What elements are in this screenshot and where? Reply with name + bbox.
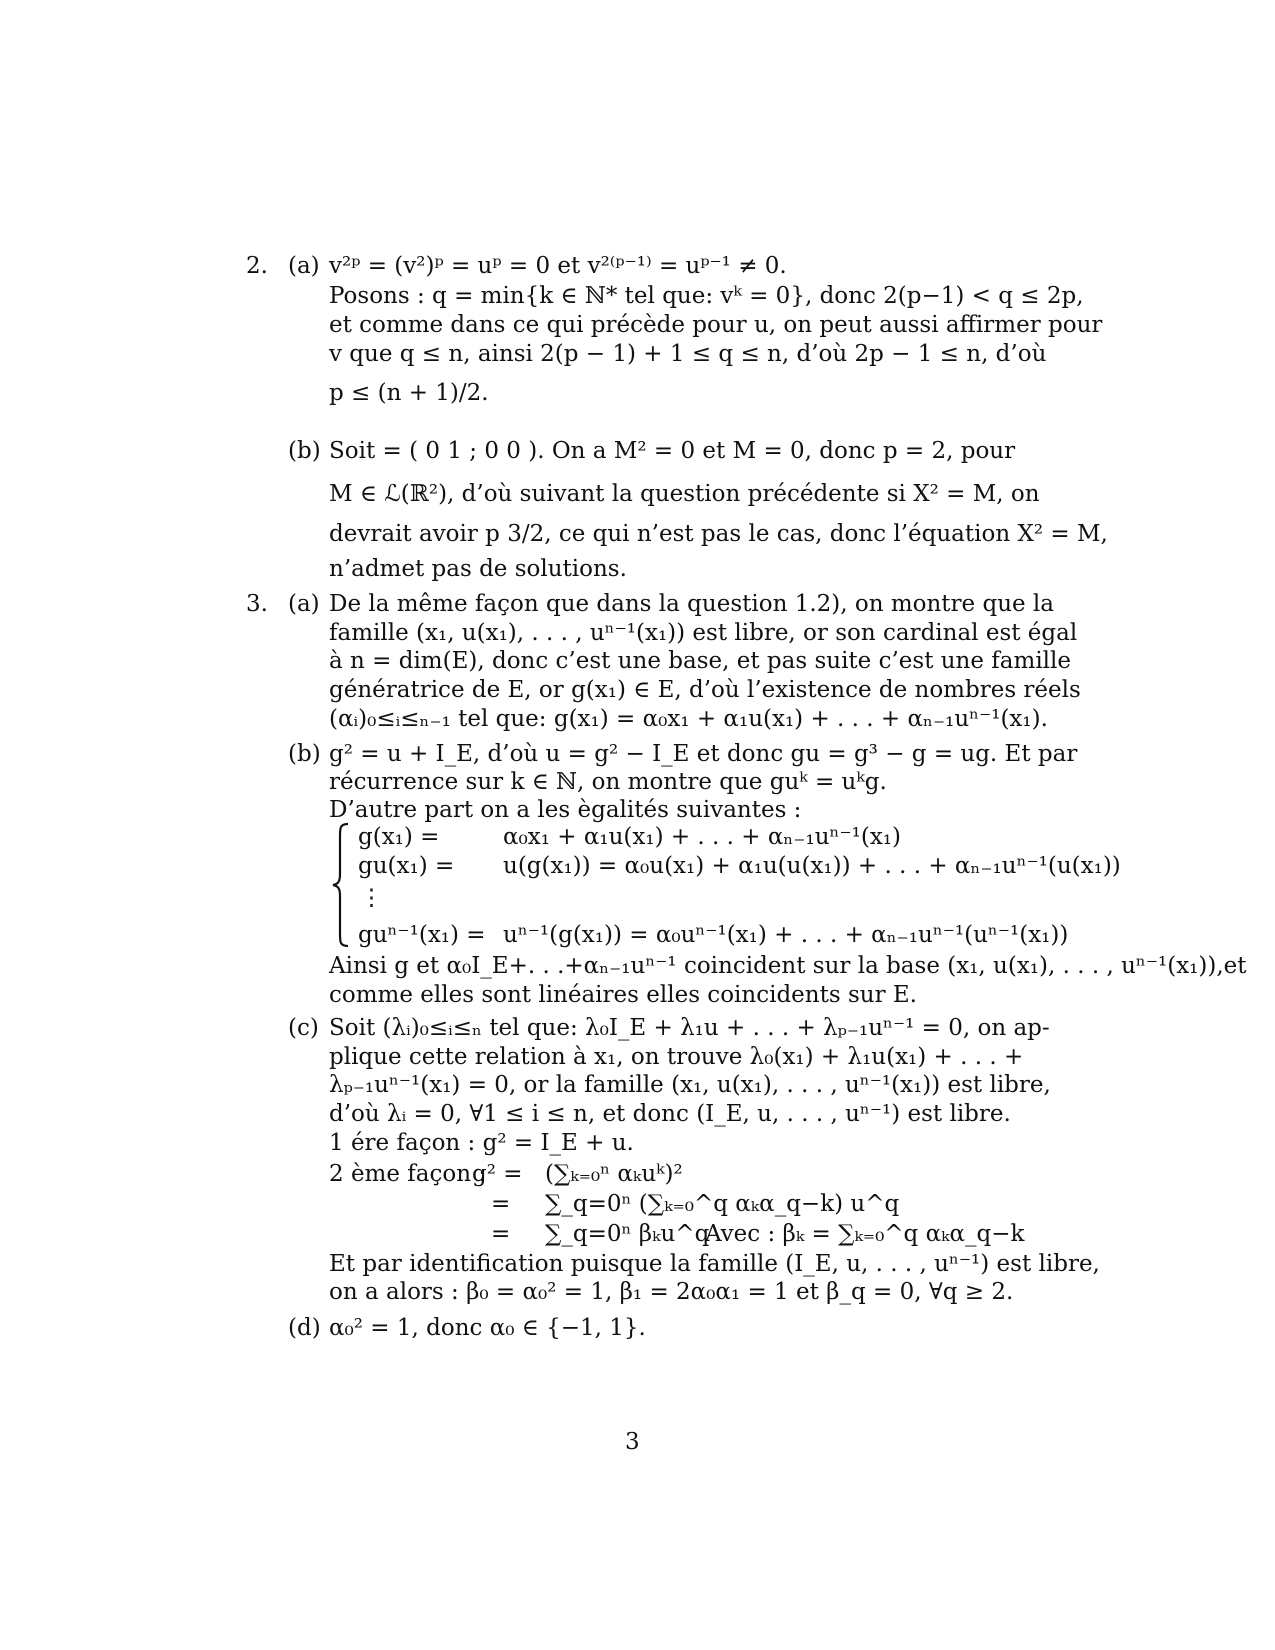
system-rhs: uⁿ⁻¹(g(x₁)) = α₀uⁿ⁻¹(x₁) + . . . + αₙ₋₁uⁿ⁻¹(uⁿ⁻¹(x₁)) [503, 922, 1069, 948]
system-vdots: ⋮ [360, 885, 383, 911]
text-line: plique cette relation à x₁, on trouve λ₀(x₁) + λ₁u(x₁) + . . . + [329, 1044, 1024, 1070]
text-line: devrait avoir p 3/2, ce qui n’est pas le cas, donc l’équation X² = M, [329, 521, 1108, 547]
text-line: v²ᵖ = (v²)ᵖ = uᵖ = 0 et v²⁽ᵖ⁻¹⁾ = uᵖ⁻¹ ≠ 0. [329, 253, 787, 279]
text-line: α₀² = 1, donc α₀ ∈ {−1, 1}. [329, 1315, 646, 1341]
item-number: 2. [246, 253, 268, 279]
text-line: λₚ₋₁uⁿ⁻¹(x₁) = 0, or la famille (x₁, u(x₁), . . . , uⁿ⁻¹(x₁)) est libre, [329, 1072, 1051, 1098]
align-note: Avec : βₖ = ∑ₖ₌₀^q αₖα_q−k [705, 1221, 1025, 1247]
part-label: (b) [288, 438, 321, 464]
part-label: (b) [288, 741, 321, 767]
part-label: (d) [288, 1315, 321, 1341]
align-rhs: (∑ₖ₌₀ⁿ αₖuᵏ)² [545, 1161, 683, 1187]
system-lhs: guⁿ⁻¹(x₁) = [358, 922, 486, 948]
left-brace [330, 822, 352, 948]
part-label: (c) [288, 1015, 319, 1041]
part-label: (a) [288, 253, 320, 279]
text-line: d’où λᵢ = 0, ∀1 ≤ i ≤ n, et donc (I_E, u, . . . , uⁿ⁻¹) est libre. [329, 1101, 1011, 1127]
item-number: 3. [246, 591, 268, 617]
text-line: (αᵢ)₀≤ᵢ≤ₙ₋₁ tel que: g(x₁) = α₀x₁ + α₁u(x₁) + . . . + αₙ₋₁uⁿ⁻¹(x₁). [329, 706, 1048, 732]
align-lhs: = [491, 1191, 511, 1217]
text-line: famille (x₁, u(x₁), . . . , uⁿ⁻¹(x₁)) est libre, or son cardinal est égal [329, 620, 1078, 646]
system-lhs: g(x₁) = [358, 824, 440, 850]
part-label: (a) [288, 591, 320, 617]
align-rhs: ∑_q=0ⁿ βₖu^q [545, 1221, 710, 1247]
text-line: Posons : q = min{k ∈ ℕ* tel que: vᵏ = 0}, donc 2(p−1) < q ≤ 2p, [329, 283, 1084, 309]
text-line: Soit (λᵢ)₀≤ᵢ≤ₙ tel que: λ₀I_E + λ₁u + . . . + λₚ₋₁uⁿ⁻¹ = 0, on ap- [329, 1015, 1050, 1041]
text-line: récurrence sur k ∈ ℕ, on montre que guᵏ = uᵏg. [329, 769, 887, 795]
text-line: à n = dim(E), donc c’est une base, et pas suite c’est une famille [329, 648, 1072, 674]
text-line: M ∈ ℒ(ℝ²), d’où suivant la question précédente si X² = M, on [329, 481, 1040, 507]
text-line: De la même façon que dans la question 1.2), on montre que la [329, 591, 1054, 617]
text-line: comme elles sont linéaires elles coincidents sur E. [329, 982, 917, 1008]
text-line: génératrice de E, or g(x₁) ∈ E, d’où l’existence de nombres réels [329, 677, 1081, 703]
text-line: Ainsi g et α₀I_E+. . .+αₙ₋₁uⁿ⁻¹ coincident sur la base (x₁, u(x₁), . . . , uⁿ⁻¹(x₁)),et [329, 953, 1247, 979]
align-lhs: g² = [472, 1161, 523, 1187]
text-line: D’autre part on a les ègalités suivantes : [329, 797, 802, 823]
text-line: et comme dans ce qui précède pour u, on peut aussi affirmer pour [329, 312, 1103, 338]
align-lhs: = [491, 1221, 511, 1247]
text-line: 1 ére façon : g² = I_E + u. [329, 1130, 634, 1156]
text-line: Et par identification puisque la famille (I_E, u, . . . , uⁿ⁻¹) est libre, [329, 1251, 1100, 1277]
text-line: on a alors : β₀ = α₀² = 1, β₁ = 2α₀α₁ = 1 et β_q = 0, ∀q ≥ 2. [329, 1279, 1014, 1305]
text-line: g² = u + I_E, d’où u = g² − I_E et donc gu = g³ − g = ug. Et par [329, 741, 1078, 767]
text-line: p ≤ (n + 1)/2. [329, 380, 489, 406]
text-line: v que q ≤ n, ainsi 2(p − 1) + 1 ≤ q ≤ n, d’où 2p − 1 ≤ n, d’où [329, 341, 1047, 367]
text-line: n’admet pas de solutions. [329, 556, 627, 582]
text-line: Soit = ( 0 1 ; 0 0 ). On a M² = 0 et M = 0, donc p = 2, pour [329, 438, 1016, 464]
system-lhs: gu(x₁) = [358, 853, 455, 879]
second-way-label: 2 ème façon : [329, 1161, 487, 1187]
system-rhs: u(g(x₁)) = α₀u(x₁) + α₁u(u(x₁)) + . . . + αₙ₋₁uⁿ⁻¹(u(x₁)) [503, 853, 1121, 879]
align-rhs: ∑_q=0ⁿ (∑ₖ₌₀^q αₖα_q−k) u^q [545, 1191, 900, 1217]
system-rhs: α₀x₁ + α₁u(x₁) + . . . + αₙ₋₁uⁿ⁻¹(x₁) [503, 824, 901, 850]
page-number: 3 [625, 1429, 640, 1455]
